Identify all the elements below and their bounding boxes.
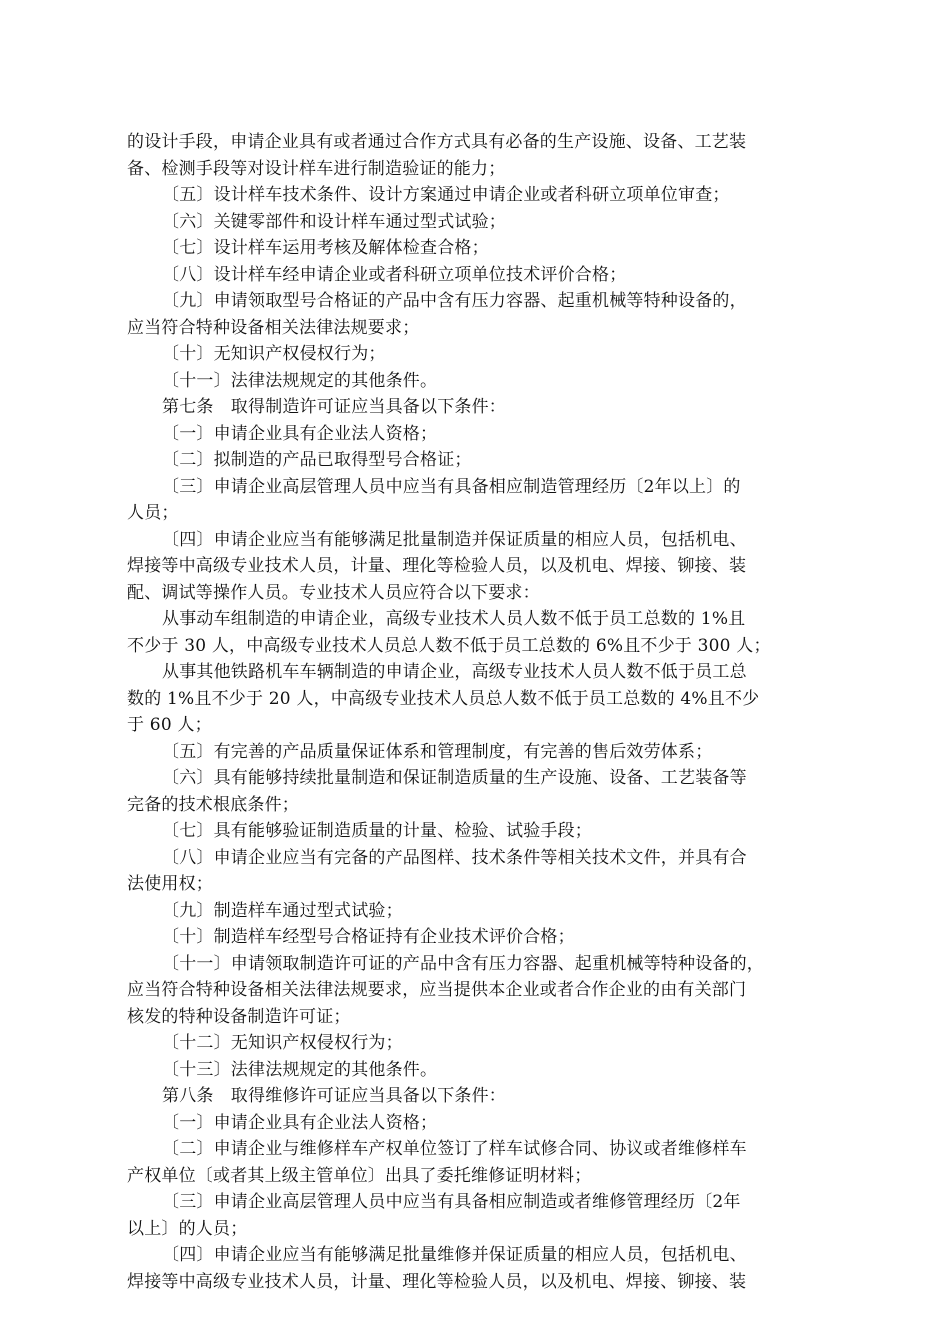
text-line: 〔三〕申请企业高层管理人员中应当有具备相应制造管理经历〔2年以上〕的	[162, 476, 741, 497]
text-line: 以上〕的人员；	[127, 1218, 248, 1239]
text-line: 〔四〕申请企业应当有能够满足批量制造并保证质量的相应人员，包括机电、	[162, 529, 747, 550]
text-line: 焊接等中高级专业技术人员，计量、理化等检验人员，以及机电、焊接、铆接、装	[127, 556, 747, 576]
text-line: 核发的特种设备制造许可证；	[127, 1006, 351, 1027]
document-body	[127, 129, 827, 1295]
text-line: 〔九〕申请领取型号合格证的产品中含有压力容器、起重机械等特种设备的，	[162, 291, 747, 311]
text-line: 〔十〕无知识产权侵权行为；	[162, 344, 386, 364]
text-line: 〔十三〕法律法规规定的其他条件。	[162, 1059, 438, 1080]
text-line: 从事动车组制造的申请企业，高级专业技术人员人数不低于员工总数的 1%且	[162, 609, 746, 629]
text-line: 配、调试等操作人员。专业技术人员应符合以下要求：	[127, 582, 540, 603]
text-line: 〔十〕制造样车经型号合格证持有企业技术评价合格；	[162, 927, 575, 947]
text-line: 应当符合特种设备相关法律法规要求；	[127, 317, 420, 338]
text-line: 人员；	[127, 503, 179, 523]
text-line: 产权单位〔或者其上级主管单位〕出具了委托维修证明材料；	[127, 1165, 592, 1186]
text-line: 〔一〕申请企业具有企业法人资格；	[162, 423, 438, 444]
text-line: 〔十一〕申请领取制造许可证的产品中含有压力容器、起重机械等特种设备的，	[162, 953, 764, 974]
text-line: 〔十一〕法律法规规定的其他条件。	[162, 370, 438, 391]
text-line: 〔四〕申请企业应当有能够满足批量维修并保证质量的相应人员，包括机电、	[162, 1245, 747, 1265]
text-line: 〔九〕制造样车通过型式试验；	[162, 900, 403, 921]
text-line: 完备的技术根底条件；	[127, 794, 299, 815]
text-line: 〔六〕关键零部件和设计样车通过型式试验；	[162, 211, 506, 232]
text-line: 焊接等中高级专业技术人员，计量、理化等检验人员，以及机电、焊接、铆接、装	[127, 1271, 747, 1292]
text-line: 〔二〕拟制造的产品已取得型号合格证；	[162, 450, 472, 470]
text-line: 〔五〕设计样车技术条件、设计方案通过申请企业或者科研立项单位审查；	[162, 185, 730, 205]
text-line: 第七条 取得制造许可证应当具备以下条件：	[162, 397, 506, 417]
text-line: 〔一〕申请企业具有企业法人资格；	[162, 1112, 438, 1133]
text-line: 〔七〕设计样车运用考核及解体检查合格；	[162, 238, 489, 258]
text-line: 〔八〕设计样车经申请企业或者科研立项单位技术评价合格；	[162, 264, 627, 285]
text-line: 〔七〕具有能够验证制造质量的计量、检验、试验手段；	[162, 821, 592, 841]
text-line: 不少于 30 人，中高级专业技术人员总人数不低于员工总数的 6%且不少于 300 人；	[127, 635, 771, 656]
text-line: 于 60 人；	[127, 715, 212, 735]
text-line: 数的 1%且不少于 20 人，中高级专业技术人员总人数不低于员工总数的 4%且不少	[127, 688, 760, 709]
text-line: 从事其他铁路机车车辆制造的申请企业，高级专业技术人员人数不低于员工总	[162, 662, 747, 682]
text-line: 法使用权；	[127, 874, 213, 894]
text-line: 的设计手段，申请企业具有或者通过合作方式具有必备的生产设施、设备、工艺装	[127, 132, 747, 152]
text-line: 备、检测手段等对设计样车进行制造验证的能力；	[127, 158, 506, 179]
text-line: 第八条 取得维修许可证应当具备以下条件：	[162, 1086, 506, 1106]
text-line: 〔六〕具有能够持续批量制造和保证制造质量的生产设施、设备、工艺装备等	[162, 768, 747, 788]
text-line: 应当符合特种设备相关法律法规要求，应当提供本企业或者合作企业的由有关部门	[127, 980, 747, 1000]
text-line: 〔八〕申请企业应当有完备的产品图样、技术条件等相关技术文件，并具有合	[162, 847, 747, 868]
text-line: 〔五〕有完善的产品质量保证体系和管理制度，有完善的售后效劳体系；	[162, 741, 713, 762]
text-line: 〔三〕申请企业高层管理人员中应当有具备相应制造或者维修管理经历〔2年	[162, 1192, 741, 1212]
text-line: 〔十二〕无知识产权侵权行为；	[162, 1033, 403, 1053]
text-line: 〔二〕申请企业与维修样车产权单位签订了样车试修合同、协议或者维修样车	[162, 1139, 747, 1159]
